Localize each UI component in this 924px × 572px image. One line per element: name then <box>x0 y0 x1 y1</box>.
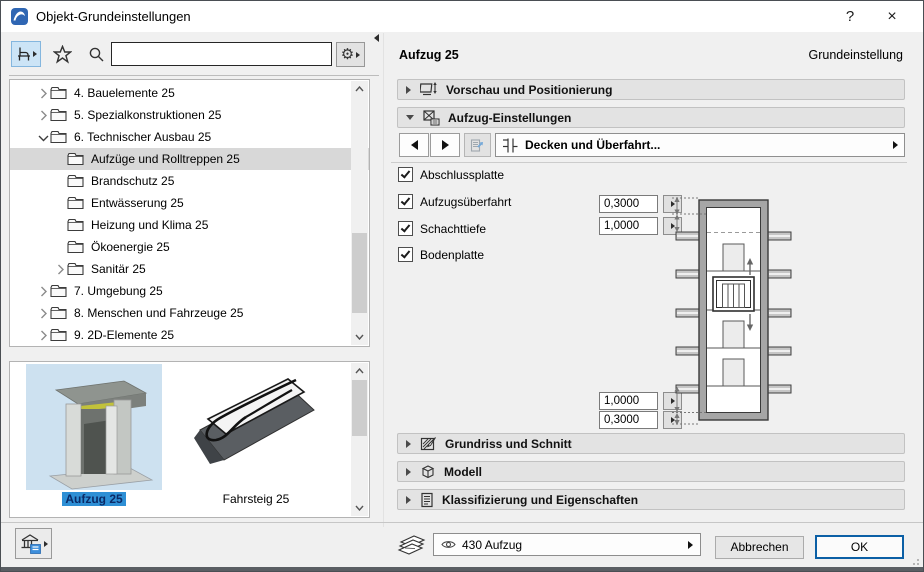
preview-item-label[interactable]: Fahrsteig 25 <box>222 492 290 506</box>
scroll-up-icon[interactable] <box>351 363 368 379</box>
folder-icon <box>50 306 67 320</box>
preview-item-aufzug[interactable] <box>16 364 172 508</box>
chevron-right-icon[interactable] <box>37 110 50 121</box>
window-border <box>1 567 923 571</box>
flyout-arrow-icon <box>33 51 37 57</box>
aufzugsueberfahrt-checkbox[interactable] <box>398 194 413 209</box>
checkbox-row-bodenplatte: Bodenplatte <box>398 247 484 262</box>
settings-menu-button[interactable] <box>336 42 365 67</box>
checkbox-row-aufzugsueberfahrt: Aufzugsüberfahrt <box>398 194 511 209</box>
section-klassifizierung-und-eigenschaften[interactable]: Klassifizierung und Eigenschaften <box>397 489 905 510</box>
flyout-arrow-icon <box>688 541 693 549</box>
object-name-title: Aufzug 25 <box>399 48 459 62</box>
search-icon <box>88 46 105 63</box>
titlebar[interactable] <box>1 1 923 32</box>
section-vorschau-und-positionierung[interactable]: Vorschau und Positionierung <box>397 79 905 100</box>
tree-item[interactable]: 9. 2D-Elemente 25 <box>10 324 369 346</box>
tree-item[interactable]: 5. Spezialkonstruktionen 25 <box>10 104 369 126</box>
object-browser-toggle[interactable] <box>11 41 41 67</box>
cancel-button[interactable]: Abbrechen <box>715 536 804 559</box>
folder-icon <box>50 284 67 298</box>
bodenplatte-input[interactable] <box>599 411 658 429</box>
flyout-arrow-icon <box>356 52 360 58</box>
arrow-left-icon <box>411 140 418 150</box>
preview-item-label[interactable]: Aufzug 25 <box>62 492 125 506</box>
transfer-settings-icon <box>470 138 485 153</box>
folder-icon <box>67 152 84 166</box>
cube-icon <box>420 464 436 480</box>
tree-item[interactable]: Sanitär 25 <box>10 258 369 280</box>
chevron-right-icon[interactable] <box>54 264 67 275</box>
preview-scrollbar[interactable] <box>351 363 368 516</box>
scrollbar-thumb[interactable] <box>352 233 367 313</box>
footer-separator <box>1 522 924 523</box>
chevron-right-icon[interactable] <box>37 330 50 341</box>
settings-page-label: Decken und Überfahrt... <box>525 138 661 152</box>
tree-item[interactable]: 6. Technischer Ausbau 25 <box>10 126 369 148</box>
expand-right-icon <box>406 440 411 448</box>
collapse-panel-icon[interactable] <box>374 34 379 42</box>
tree-item[interactable]: Heizung und Klima 25 <box>10 214 369 236</box>
chevron-right-icon[interactable] <box>37 286 50 297</box>
settings-page-selector[interactable] <box>495 133 905 157</box>
fahrsteig-thumbnail-image <box>188 364 324 490</box>
flyout-arrow-icon <box>44 541 48 547</box>
library-icon <box>20 533 42 555</box>
tree-item[interactable]: 4. Bauelemente 25 <box>10 82 369 104</box>
scrollbar-thumb[interactable] <box>352 380 367 436</box>
elevator-diagram <box>661 187 801 435</box>
eye-icon <box>441 539 456 550</box>
resize-grip[interactable] <box>911 557 919 565</box>
panel-divider <box>383 33 384 527</box>
tree-item[interactable]: Entwässerung 25 <box>10 192 369 214</box>
folder-tree <box>9 79 370 347</box>
object-preview-list <box>9 361 370 518</box>
chevron-down-icon[interactable] <box>37 133 50 142</box>
folder-icon <box>67 262 84 276</box>
tree-item[interactable]: 8. Menschen und Fahrzeuge 25 <box>10 302 369 324</box>
toolbar-separator <box>9 75 379 76</box>
favorites-button[interactable] <box>50 42 75 66</box>
folder-icon <box>67 218 84 232</box>
gear-icon: ⚙ <box>340 46 355 63</box>
search-input[interactable] <box>111 42 332 66</box>
arrow-right-icon <box>442 140 449 150</box>
tree-item-selected[interactable]: Aufzüge und Rolltreppen 25 <box>10 148 369 170</box>
layers-icon <box>397 532 427 561</box>
checkbox-row-schachttiefe: Schachttiefe <box>398 221 486 236</box>
kopfraum-input[interactable] <box>599 217 658 235</box>
search-button[interactable] <box>84 42 109 66</box>
folder-icon <box>50 86 67 100</box>
chair-icon <box>16 46 31 62</box>
scroll-down-icon[interactable] <box>351 500 368 516</box>
tree-scrollbar[interactable] <box>351 81 368 345</box>
ok-button[interactable]: OK <box>815 535 904 559</box>
expand-right-icon <box>406 86 411 94</box>
abschlussplatte-checkbox[interactable] <box>398 167 413 182</box>
previous-page-button[interactable] <box>399 133 429 157</box>
help-button[interactable]: ? <box>845 8 855 25</box>
flyout-arrow-icon <box>893 141 898 149</box>
chevron-right-icon[interactable] <box>37 88 50 99</box>
scroll-down-icon[interactable] <box>351 329 368 345</box>
tree-item[interactable]: 7. Umgebung 25 <box>10 280 369 302</box>
window-title: Objekt-Grundeinstellungen <box>36 9 191 24</box>
layer-selector[interactable] <box>433 533 701 556</box>
folder-icon <box>67 196 84 210</box>
layer-name-label: 430 Aufzug <box>462 537 523 552</box>
section-aufzug-einstellungen[interactable]: Aufzug-Einstellungen <box>397 107 905 128</box>
preview-position-icon <box>420 82 438 97</box>
schachtgrube-input[interactable] <box>599 392 658 410</box>
ueberfahrt-top-input[interactable] <box>599 195 658 213</box>
section-grundriss-und-schnitt[interactable]: Grundriss und Schnitt <box>397 433 905 454</box>
folder-icon <box>50 130 67 144</box>
tree-item[interactable]: Ökoenergie 25 <box>10 236 369 258</box>
settings-mode-label: Grundeinstellung <box>808 48 903 62</box>
preview-item-fahrsteig[interactable] <box>178 364 334 508</box>
object-settings-icon <box>423 110 440 126</box>
schachttiefe-checkbox[interactable] <box>398 221 413 236</box>
bodenplatte-checkbox[interactable] <box>398 247 413 262</box>
shaft-section-icon <box>502 137 518 154</box>
star-icon <box>53 45 72 64</box>
scroll-up-icon[interactable] <box>351 81 368 97</box>
chevron-right-icon[interactable] <box>37 308 50 319</box>
properties-document-icon <box>420 492 434 508</box>
close-button[interactable]: × <box>887 8 897 25</box>
folder-icon <box>50 108 67 122</box>
folder-icon <box>50 328 67 342</box>
section-modell[interactable]: Modell <box>397 461 905 482</box>
folder-icon <box>67 240 84 254</box>
plan-section-icon <box>420 436 437 452</box>
expand-down-icon <box>406 115 414 120</box>
expand-right-icon <box>406 496 411 504</box>
settings-separator <box>391 162 907 163</box>
library-manager-button[interactable] <box>15 528 52 559</box>
transfer-settings-button[interactable] <box>464 133 491 157</box>
aufzug-thumbnail-image <box>26 364 162 490</box>
checkbox-row-abschlussplatte: Abschlussplatte <box>398 167 504 182</box>
tree-item[interactable]: Brandschutz 25 <box>10 170 369 192</box>
expand-right-icon <box>406 468 411 476</box>
archicad-logo-icon <box>11 8 28 25</box>
next-page-button[interactable] <box>430 133 460 157</box>
folder-icon <box>67 174 84 188</box>
